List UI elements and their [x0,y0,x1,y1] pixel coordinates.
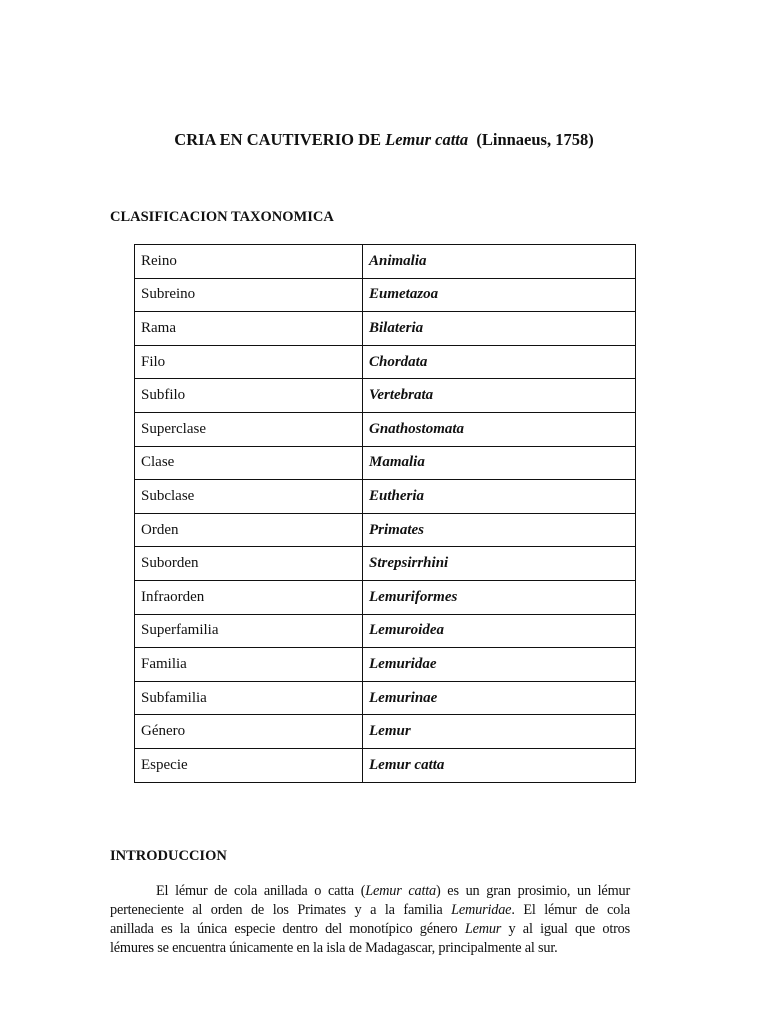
taxon-cell: Lemuridae [363,648,636,682]
table-row [135,278,636,312]
title-suffix: (Linnaeus, 1758) [468,130,594,149]
document-title [0,130,768,150]
rank-cell: Género [135,715,363,749]
taxon-cell: Lemur [363,715,636,749]
rank-cell: Suborden [135,547,363,581]
taxon-cell: Bilateria [363,312,636,346]
species-name: Lemur catta [365,883,436,899]
rank-cell: Familia [135,648,363,682]
text-run: perteneciente al orden de los Primates y a la familia [110,902,452,918]
taxon-cell: Vertebrata [363,379,636,413]
table-row [135,245,636,279]
table-row [135,547,636,581]
taxonomy-heading: CLASIFICACION TAXONOMICA [110,209,334,225]
table-row [135,715,636,749]
rank-cell: Subreino [135,278,363,312]
taxon-cell: Primates [363,513,636,547]
rank-cell: Superfamilia [135,614,363,648]
table-row [135,648,636,682]
family-name: Lemuridae [451,902,512,918]
text-run: anillada es la única especie dentro del monotípico género [110,921,465,937]
paragraph-line: lémures se encuentra únicamente en la isla de Madagascar, principalmente al sur. [110,940,558,956]
title-species: Lemur catta [385,130,469,149]
rank-cell: Superclase [135,412,363,446]
table-row [135,614,636,648]
text-run: El lémur de cola anillada o catta ( [156,883,366,899]
table-row [135,412,636,446]
text-run: ) es un gran prosimio, un lémur [435,883,631,899]
table-row [135,681,636,715]
taxon-cell: Lemurinae [363,681,636,715]
taxon-cell: Strepsirrhini [363,547,636,581]
table-row [135,312,636,346]
rank-cell: Subfilo [135,379,363,413]
paragraph-line [110,882,630,901]
rank-cell: Especie [135,748,363,782]
rank-cell: Orden [135,513,363,547]
table-row [135,379,636,413]
introduction-heading: INTRODUCCION [110,848,227,864]
introduction-paragraph [110,882,630,958]
taxon-cell: Mamalia [363,446,636,480]
rank-cell: Reino [135,245,363,279]
rank-cell: Filo [135,345,363,379]
table-row [135,580,636,614]
taxonomy-table [134,244,636,783]
taxon-cell: Lemur catta [363,748,636,782]
title-prefix: CRIA EN CAUTIVERIO DE [174,130,386,149]
rank-cell: Subfamilia [135,681,363,715]
table-row [135,748,636,782]
taxon-cell: Chordata [363,345,636,379]
text-run: . El lémur de cola [511,902,630,918]
table-row [135,345,636,379]
table-row [135,513,636,547]
rank-cell: Subclase [135,480,363,514]
text-run: y al igual que otros [501,921,630,937]
taxon-cell: Gnathostomata [363,412,636,446]
taxon-cell: Animalia [363,245,636,279]
rank-cell: Clase [135,446,363,480]
taxon-cell: Eumetazoa [363,278,636,312]
table-row [135,480,636,514]
paragraph-line [110,901,630,920]
rank-cell: Infraorden [135,580,363,614]
taxon-cell: Lemuroidea [363,614,636,648]
genus-name: Lemur [464,921,502,937]
rank-cell: Rama [135,312,363,346]
table-row [135,446,636,480]
taxon-cell: Eutheria [363,480,636,514]
taxon-cell: Lemuriformes [363,580,636,614]
paragraph-line [110,920,630,939]
